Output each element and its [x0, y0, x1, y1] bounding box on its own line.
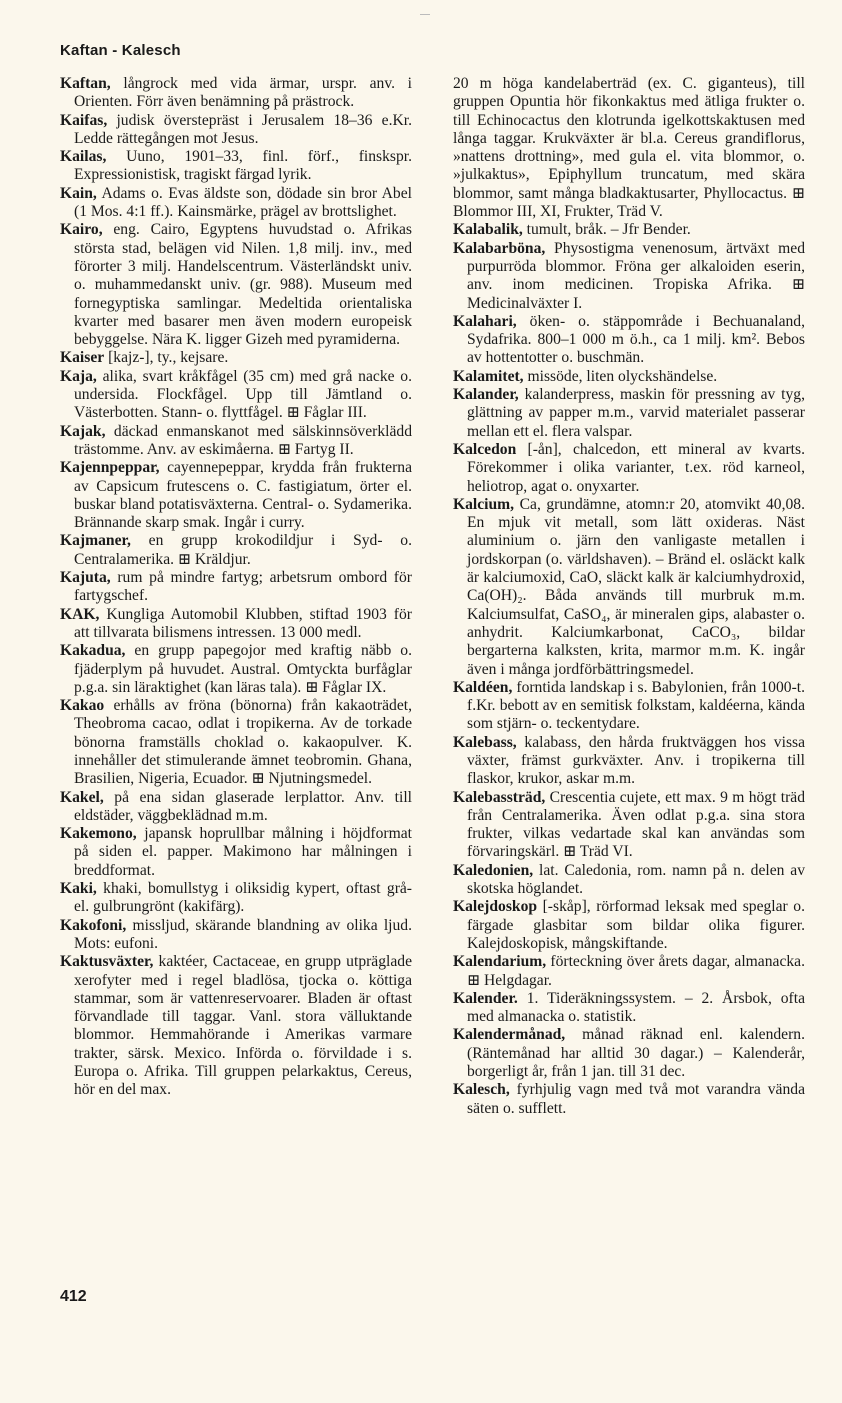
entry-headword: Kalejdoskop — [453, 898, 538, 916]
dictionary-entry — [60, 953, 412, 1099]
entry-headword: Kakel, — [60, 788, 104, 806]
entry-headword: Kaifas, — [60, 111, 108, 129]
entry-headword: Kalahari, — [453, 312, 517, 330]
entry-text: däckad enmanskanot med sälskinnsöverklädd trästomme. Anv. av eskimåerna. ⊞ Fartyg II. — [74, 422, 412, 458]
entry-text: kalabass, den hårda fruktväggen hos vissa växter, främst gurkväxter. Anv. i tropikerna till flaskor, krukor, askar m.m. — [467, 733, 805, 788]
dictionary-entry — [453, 862, 805, 899]
entry-headword: Kalcium, — [453, 495, 515, 513]
entry-text: khaki, bomullstyg i oliksidig kypert, oftast grå- el. gulbrungrönt (kakifärg). — [74, 880, 412, 916]
entry-headword: Kaftan, — [60, 75, 111, 92]
entry-headword: Kain, — [60, 184, 97, 202]
entry-headword: Kailas, — [60, 148, 107, 166]
entry-text: Uuno, 1901–33, finl. förf., finskspr. Expressionistisk, tragiskt färgad lyrik. — [74, 148, 412, 184]
entry-headword: Kalebass, — [453, 733, 517, 751]
dictionary-entry — [60, 789, 412, 826]
entry-text: judisk överstepräst i Jerusalem 18–36 e.Kr. Ledde rättegången mot Jesus. — [74, 111, 412, 147]
dictionary-entry — [60, 880, 412, 917]
entry-text: Physostigma venenosum, ärtväxt med purpurröda blommor. Fröna ger alkaloiden eserin, anv. inom medicinen. Tropiska Afrika. ⊞ Medicinalväxter I. — [467, 239, 805, 312]
entry-headword: Kalabarböna, — [453, 239, 546, 257]
entry-text: [kajz-], ty., kejsare. — [108, 349, 229, 367]
entry-headword: Kairo, — [60, 221, 103, 239]
entry-headword: Kalebassträd, — [453, 788, 546, 806]
entry-text: missljud, skärande blandning av olika ljud. Mots: eufoni. — [74, 916, 412, 952]
entry-text: fyrhjulig vagn med två mot varandra vända säten o. sufflett. — [467, 1081, 805, 1117]
dictionary-entry — [60, 368, 412, 423]
dictionary-entry — [453, 1026, 805, 1081]
dictionary-entry — [60, 459, 412, 532]
entry-text: tumult, bråk. – Jfr Bender. — [526, 221, 691, 239]
dictionary-entry — [60, 569, 412, 606]
entry-text: månad räknad enl. kalendern. (Räntemånad har alltid 30 dagar.) – Kalenderår, borgerligt år, från 1 jan. till 31 dec. — [467, 1026, 805, 1081]
dictionary-entry — [60, 642, 412, 697]
dictionary-entry — [453, 953, 805, 990]
dictionary-entry — [453, 221, 805, 239]
entry-headword: Kaldéen, — [453, 678, 513, 696]
entry-text: forntida landskap i s. Babylonien, från 1000-t. f.Kr. bebott av en semitisk folkstam, kaldéerna, kända som stjärn- o. teckentydare. — [467, 678, 805, 733]
entry-headword: Kakao — [60, 697, 105, 715]
dictionary-entry — [60, 532, 412, 569]
dictionary-entry — [453, 990, 805, 1027]
dictionary-entry — [60, 221, 412, 349]
right-column — [453, 75, 805, 1118]
left-column — [60, 75, 412, 1100]
entry-headword: Kakofoni, — [60, 916, 127, 934]
dictionary-entry — [60, 697, 412, 788]
entry-headword: Kajennpeppar, — [60, 459, 160, 477]
entry-headword: Kalcedon — [453, 440, 517, 458]
entry-text: Crescentia cujete, ett max. 9 m högt träd från Centralamerika. Även odlat p.g.a. sina stora frukter, vilkas vedartade skal kan användas som förvaringskärl. ⊞ Träd VI. — [467, 788, 805, 861]
dictionary-entry — [60, 75, 412, 112]
dictionary-entry — [453, 441, 805, 496]
entry-text: kalanderpress, maskin för pressning av tyg, glättning av papper m.m., varvid materialet passerar mellan ett el. flera valspar. — [467, 386, 805, 440]
entry-headword: Kalabalik, — [453, 221, 523, 239]
dictionary-entry — [60, 825, 412, 880]
dictionary-entry — [453, 679, 805, 734]
entry-text: missöde, liten olyckshändelse. — [527, 367, 718, 385]
entry-text: alika, svart kråkfågel (35 cm) med grå nacke o. undersida. Flockfågel. Upp till Jämtland o. Västerbotten. Stann- o. flyttfågel. ⊞ Fåglar III. — [74, 367, 412, 422]
entry-headword: Kakadua, — [60, 642, 126, 660]
dictionary-entry — [60, 349, 412, 367]
entry-headword: KAK, — [60, 605, 100, 623]
entry-headword: Kalander, — [453, 386, 519, 404]
entry-text: Kungliga Automobil Klubben, stiftad 1903 för att tillvarata bilismens intressen. 13 000 medl. — [74, 605, 412, 641]
entry-headword: Kaledonien, — [453, 861, 534, 879]
dictionary-entry — [453, 313, 805, 368]
entry-text: japansk hoprullbar målning i höjdformat på siden el. papper. Makimono har målningen i breddformat. — [74, 825, 412, 879]
entry-headword: Kajuta, — [60, 569, 111, 587]
entry-headword: Kajmaner, — [60, 532, 131, 550]
entry-text: lat. Caledonia, rom. namn på n. delen av skotska höglandet. — [467, 861, 805, 898]
dictionary-entry — [60, 606, 412, 643]
dictionary-entry — [453, 386, 805, 441]
dictionary-entry — [453, 75, 805, 221]
dictionary-entry — [453, 368, 805, 386]
entry-headword: Kalender. — [453, 989, 518, 1007]
entry-text: rum på mindre fartyg; arbetsrum ombord för fartygschef. — [74, 569, 412, 605]
entry-text: en grupp krokodildjur i Syd- o. Centralamerika. ⊞ Kräldjur. — [74, 532, 412, 568]
dictionary-entry — [453, 1081, 805, 1118]
entry-text: eng. Cairo, Egyptens huvudstad o. Afrikas största stad, belägen vid Nilen. 1,8 milj. inv., med förorter 3 milj. Handelscentrum. Västerländskt univ. o. muhammedanskt univ. (gr. 988). Museum med fornegyptiska samlingar. Medeltida orientaliska kvarter med basarer men även modern europeisk bebyggelse. Nära K. ligger Gizeh med pyramiderna. — [74, 221, 413, 349]
entry-headword: Kajak, — [60, 422, 106, 440]
entry-text: 1. Tideräkningssystem. – 2. Årsbok, ofta med almanacka o. statistik. — [467, 989, 805, 1026]
entry-text: cayennepeppar, krydda från frukterna av Capsicum frutescens o. C. fastigiatum, örter el. buskar bland potatisväxterna. Central- o. Sydamerika. Brännande skarp smak. Ingår i curry. — [74, 459, 412, 532]
entry-headword: Kakemono, — [60, 825, 137, 843]
entry-headword: Kaja, — [60, 367, 97, 385]
page-top-mark — [420, 14, 430, 15]
dictionary-entry — [60, 185, 412, 222]
dictionary-entry — [453, 496, 805, 679]
entry-text: erhålls av fröna (bönorna) från kakaoträdet, Theobroma cacao, odlat i tropikerna. Av de torkade bönorna framställs choklad o. kakaopulver. K. innehåller det stimulerande ämnet teobromin. Ghana, Brasilien, Nigeria, Ecuador. ⊞ Njutningsmedel. — [74, 697, 412, 788]
dictionary-entry — [453, 789, 805, 862]
dictionary-entry — [60, 917, 412, 954]
entry-text: [-skåp], rörformad leksak med speglar o. färgade glasbitar som bildar olika figurer. Kalejdoskopisk, mångskiftande. — [467, 898, 805, 952]
entry-text: långrock med vida ärmar, urspr. anv. i Orienten. Förr även benämning på prästrock. — [74, 75, 413, 111]
entry-headword: Kaktusväxter, — [60, 953, 154, 971]
entry-text: en grupp papegojor med kraftig näbb o. fjäderplym på huvudet. Austral. Omtyckta burfåglar p.g.a. sin läraktighet (kan läras tala). ⊞ Fåglar IX. — [74, 642, 413, 696]
entry-text: öken- o. stäppområde i Bechuanaland, Sydafrika. 800–1 000 m ö.h., ca 1 milj. km². Bebos av hottentotter o. buschmän. — [467, 312, 805, 367]
dictionary-entry — [453, 734, 805, 789]
entry-text: 20 m höga kandelaberträd (ex. C. giganteus), till gruppen Opuntia hör fikonkaktus med ätliga frukter o. till Echinocactus den klotrunda igelkottskaktusen med långa taggar. Krukväxter är bl.a. Cereus grandiflorus, »nattens drottning», med gula el. vita blommor, o. »julkaktus», Epiphyllum truncatum, med skära blommor, samt många bladkaktusarter, Phyllocactus. ⊞ Blommor III, XI, Frukter, Träd V. — [453, 75, 805, 221]
dictionary-entry — [60, 423, 412, 460]
entry-headword: Kalamitet, — [453, 367, 524, 385]
entry-text: Ca, grundämne, atomn:r 20, atomvikt 40,08. En mjuk vit metall, som lätt oxideras. Näst aluminium o. järn den vanligaste metallen i jordskorpan (o. världshaven). – Bränd el. osläckt kalk är kalciumoxid, CaO, släckt kalk är kalciumhydroxid, Ca(OH)₂. Båda används till murbruk m.m. Kalciumsulfat, CaSO₄, är mineralen gips, alabaster o. anhydrit. Kalciumkarbonat, CaCO₃, bildar bergarterna kalksten, krita, marmor m.m. K. ingår även i många jordförbättringsmedel. — [467, 495, 805, 678]
dictionary-entry — [453, 240, 805, 313]
dictionary-entry — [60, 112, 412, 149]
entry-headword: Kaiser — [60, 349, 105, 367]
entry-text: kaktéer, Cactaceae, en grupp utpräglade xerofyter med i regel bladlösa, tjocka o. köttiga stammar, som är vattenreservoarer. Bladen är oftast förvandlade till taggar. Vanl. stora välluktande blommor. Hemmahörande i Amerikas varmare trakter, särsk. Mexico. Införda o. förvildade i s. Europa o. Afrika. Till gruppen pelarkaktus, Cereus, hör en del max. — [74, 953, 412, 1099]
entry-headword: Kalesch, — [453, 1081, 510, 1099]
dictionary-entry — [453, 898, 805, 953]
entry-text: [-ån], chalcedon, ett mineral av kvarts. Förekommer i olika varianter, t.ex. röd karneol, heliotrop, agat o. onyxarter. — [467, 440, 805, 495]
page-number: 412 — [60, 1288, 87, 1305]
entry-text: på ena sidan glaserade lerplattor. Anv. till eldstäder, väggbeklädnad m.m. — [74, 788, 412, 824]
entry-headword: Kalendarium, — [453, 953, 547, 971]
dictionary-entry — [60, 148, 412, 185]
running-head: Kaftan - Kalesch — [60, 42, 181, 59]
entry-text: Adams o. Evas äldste son, dödade sin bror Abel (1 Mos. 4:1 ff.). Kainsmärke, prägel av brottslighet. — [74, 184, 412, 221]
entry-headword: Kaki, — [60, 880, 97, 898]
entry-text: förteckning över årets dagar, almanacka. ⊞ Helgdagar. — [467, 953, 805, 989]
entry-headword: Kalendermånad, — [453, 1026, 566, 1044]
